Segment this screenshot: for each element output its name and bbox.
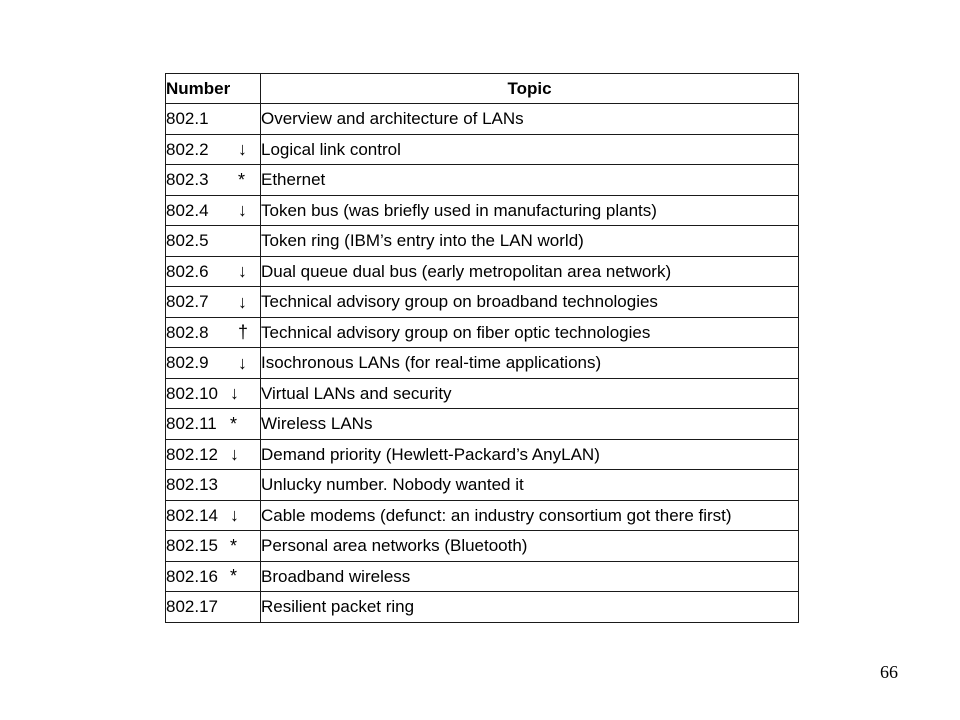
standard-number-cell: [166, 165, 261, 196]
standard-topic: Wireless LANs: [261, 409, 799, 440]
down-arrow-icon: ↓: [230, 505, 239, 526]
table-row: [166, 195, 799, 226]
table-row: [166, 226, 799, 257]
standard-number: 802.11: [166, 414, 217, 434]
standard-number-cell: [166, 134, 261, 165]
standard-topic: Unlucky number. Nobody wanted it: [261, 470, 799, 501]
table-header-row: [166, 74, 799, 104]
table-row: [166, 500, 799, 531]
standard-number-cell: [166, 378, 261, 409]
standard-topic: Token ring (IBM’s entry into the LAN world): [261, 226, 799, 257]
standard-number-cell: [166, 592, 261, 623]
asterisk-mark: *: [230, 566, 238, 587]
standard-topic: Personal area networks (Bluetooth): [261, 531, 799, 562]
standard-number: 802.2: [166, 139, 209, 159]
table-row: [166, 439, 799, 470]
standard-number: 802.5: [166, 231, 209, 251]
standard-number-cell: [166, 470, 261, 501]
table-row: [166, 134, 799, 165]
table-row: [166, 287, 799, 318]
standard-topic: Technical advisory group on fiber optic technologies: [261, 317, 799, 348]
standard-number-cell: [166, 531, 261, 562]
table-row: [166, 348, 799, 379]
table-row: [166, 592, 799, 623]
dagger-mark: †: [238, 322, 249, 343]
table-row: [166, 317, 799, 348]
table-row: [166, 165, 799, 196]
table-row: [166, 409, 799, 440]
standard-number: 802.6: [166, 261, 209, 281]
standard-topic: Broadband wireless: [261, 561, 799, 592]
header-topic: Topic: [261, 74, 799, 104]
table-row: [166, 378, 799, 409]
down-arrow-icon: ↓: [230, 383, 239, 404]
standard-number: 802.8: [166, 322, 209, 342]
standard-topic: Isochronous LANs (for real-time applications): [261, 348, 799, 379]
asterisk-mark: *: [230, 535, 238, 556]
table-row: [166, 256, 799, 287]
table-row: [166, 561, 799, 592]
standard-topic: Demand priority (Hewlett-Packard’s AnyLAN): [261, 439, 799, 470]
standard-topic: Cable modems (defunct: an industry consortium got there first): [261, 500, 799, 531]
down-arrow-icon: ↓: [238, 352, 247, 373]
standard-number-cell: [166, 561, 261, 592]
standard-number-cell: [166, 439, 261, 470]
standard-number-cell: [166, 409, 261, 440]
standard-number: 802.14: [166, 505, 218, 525]
standard-number-cell: [166, 256, 261, 287]
standard-topic: Ethernet: [261, 165, 799, 196]
table-row: [166, 470, 799, 501]
standard-number-cell: [166, 226, 261, 257]
standard-topic: Logical link control: [261, 134, 799, 165]
standard-number-cell: [166, 317, 261, 348]
down-arrow-icon: ↓: [238, 291, 247, 312]
header-number: Number: [166, 74, 261, 104]
standard-topic: Dual queue dual bus (early metropolitan area network): [261, 256, 799, 287]
standard-number: 802.4: [166, 200, 209, 220]
table-row: [166, 531, 799, 562]
standard-number: 802.17: [166, 597, 218, 617]
asterisk-mark: *: [230, 413, 238, 434]
down-arrow-icon: ↓: [238, 200, 247, 221]
down-arrow-icon: ↓: [238, 261, 247, 282]
standard-number: 802.16: [166, 566, 218, 586]
standard-number-cell: [166, 195, 261, 226]
standard-number-cell: [166, 500, 261, 531]
standard-topic: Virtual LANs and security: [261, 378, 799, 409]
standard-number: 802.1: [166, 109, 209, 129]
standard-number: 802.13: [166, 475, 218, 495]
standard-number-cell: [166, 348, 261, 379]
ieee-802-standards-table: [165, 73, 799, 623]
table-row: [166, 104, 799, 135]
standard-number: 802.10: [166, 383, 218, 403]
standard-topic: Token bus (was briefly used in manufacturing plants): [261, 195, 799, 226]
standard-number: 802.3: [166, 170, 209, 190]
down-arrow-icon: ↓: [230, 444, 239, 465]
standard-number-cell: [166, 287, 261, 318]
asterisk-mark: *: [238, 169, 246, 190]
down-arrow-icon: ↓: [238, 139, 247, 160]
standard-number-cell: [166, 104, 261, 135]
standard-number: 802.12: [166, 444, 218, 464]
table-body: [166, 104, 799, 623]
standard-topic: Technical advisory group on broadband technologies: [261, 287, 799, 318]
standard-topic: Resilient packet ring: [261, 592, 799, 623]
standard-number: 802.9: [166, 353, 209, 373]
page-number: 66: [880, 662, 898, 682]
standard-number: 802.7: [166, 292, 209, 312]
standard-topic: Overview and architecture of LANs: [261, 104, 799, 135]
standard-number: 802.15: [166, 536, 218, 556]
